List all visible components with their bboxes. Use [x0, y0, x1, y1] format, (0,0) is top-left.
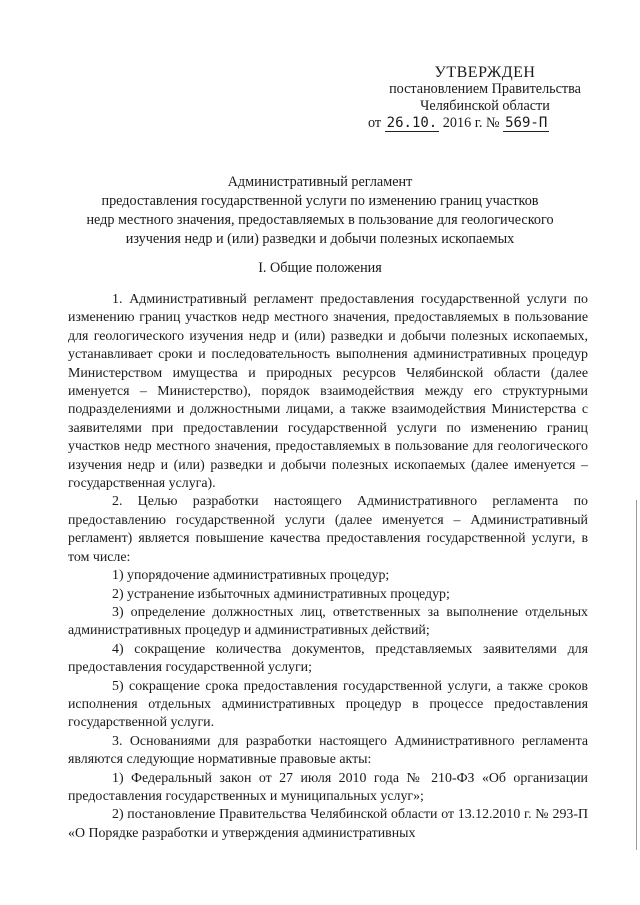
number-sign: № [486, 115, 500, 131]
list-item: 2) устранение избыточных административных процедур; [112, 586, 450, 602]
approval-date-line [360, 115, 610, 132]
approval-stamp [360, 64, 610, 132]
scan-edge-line [636, 500, 637, 850]
document-body [68, 291, 588, 843]
list-item: 5) сокращение срока предоставления государственной услуги, а также сроков исполнения отдельных административных процедур в процессе предоставления государственной услуги. [68, 678, 588, 731]
list-item: 3) определение должностных лиц, ответственных за выполнение отдельных административных процедур и административных действий; [68, 604, 588, 639]
list-item: 4) сокращение количества документов, представляемых заявителями для предоставления государственной услуги; [68, 641, 588, 676]
title-line-2: предоставления государственной услуги по изменению границ участков [101, 193, 539, 209]
list-item: 1) упорядочение административных процедур; [112, 568, 390, 584]
paragraph-1: 1. Административный регламент предоставления государственной услуги по изменению границ участков недр местного значения, предоставляемых в пользование для геологического изучения недр и (или) разведки и добычи полезных ископаемых, устанавливает сроки и последовательность выполнения административных процедур Министерством имущества и природных ресурсов Челябинской области (далее именуется – Министерство), порядок взаимодействия между его структурными подразделениями и должностными лицами, а также взаимодействия Министерства с заявителями при предоставлении государственной услуги по изменению границ участков недр местного значения, предоставляемых в пользование для геологического изучения недр и (или) разведки и добычи полезных ископаемых (далее именуется – государственная услуга). [68, 292, 588, 492]
approval-line-1: постановлением Правительства [389, 81, 581, 97]
approval-heading: УТВЕРЖДЕН [434, 64, 536, 81]
date-prefix: от [368, 115, 382, 131]
paragraph-3: 3. Основаниями для разработки настоящего Административного регламента являются следующие нормативные правовые акты: [68, 733, 588, 768]
approval-line-2: Челябинской области [420, 98, 550, 114]
paragraph-2: 2. Целью разработки настоящего Административного регламента по предоставлению государственной услуги (далее именуется – Административный регламент) является повышение качества предоставления государственной услуги, в том числе: [68, 494, 588, 565]
handwritten-date: 26.10. [386, 115, 438, 131]
year-text: 2016 г. [442, 115, 483, 131]
list-item: 1) Федеральный закон от 27 июля 2010 года № 210-ФЗ «Об организации предоставления государственных и муниципальных услуг»; [68, 770, 588, 804]
section-heading: I. Общие положения [258, 260, 382, 276]
title-line-1: Административный регламент [227, 174, 413, 190]
list-item: 2) постановление Правительства Челябинской области от 13.12.2010 г. № 293-П «О Порядке разработки и утверждения административных [68, 807, 588, 841]
title-line-4: изучения недр и (или) разведки и добычи полезных ископаемых [125, 231, 515, 247]
handwritten-number: 569-П [505, 115, 548, 131]
title-line-3: недр местного значения, предоставляемых в пользование для геологического [86, 212, 554, 228]
document-title [40, 173, 600, 249]
